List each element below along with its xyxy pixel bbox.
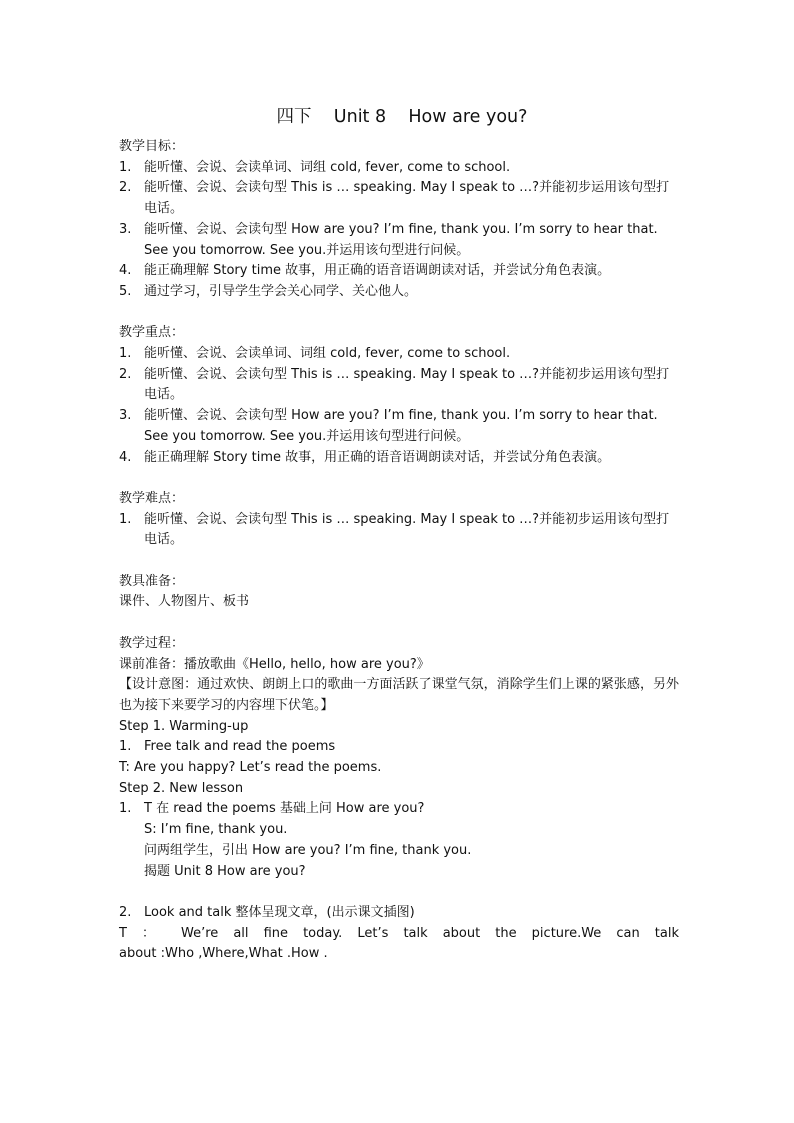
process-heading: 教学过程： — [119, 635, 185, 651]
lesson-plan — [119, 105, 679, 965]
list-item: 2. Look and talk 整体呈现文章，(出示课文插图) — [119, 904, 415, 920]
objectives-list — [119, 158, 679, 303]
step1-list — [119, 737, 679, 758]
list-item: 1. T 在 read the poems 基础上问 How are you? S: I’m fine, thank you. 问两组学生，引出 How are you? I’m fine, thank you. 揭题 Unit 8 How are you? — [119, 799, 679, 882]
pre-class-text: 课前准备：播放歌曲《Hello, hello, how are you?》 — [119, 656, 430, 672]
design-intent: 【设计意图：通过欢快、朗朗上口的歌曲一方面活跃了课堂气氛，消除学生们上课的紧张感，另外也为接下来要学习的内容埋下伏笔。】 — [119, 677, 679, 713]
list-item: 1. 能听懂、会说、会读句型 This is … speaking. May I speak to …?并能初步运用该句型打电话。 — [119, 511, 670, 548]
objectives-heading: 教学目标： — [119, 139, 185, 154]
title-unit: Unit 8 — [333, 107, 387, 127]
step2-title: Step 2. New lesson — [119, 780, 244, 796]
materials-text: 课件、人物图片、板书 — [119, 594, 250, 610]
step1-dialog: T: Are you happy? Let’s read the poems. — [119, 760, 382, 776]
step1-title: Step 1. Warming-up — [119, 718, 249, 734]
step2-item1-line: 问两组学生，引出 How are you? I’m fine, thank you. — [144, 842, 472, 858]
title-topic: How are you? — [408, 107, 528, 127]
step2-item1-line: 揭题 Unit 8 How are you? — [144, 863, 306, 879]
list-item: 1. Free talk and read the poems — [119, 739, 336, 755]
title-grade: 四下 — [276, 107, 312, 127]
list-item: 2. 能听懂、会说、会读句型 This is … speaking. May I speak to …?并能初步运用该句型打电话。 — [119, 366, 670, 403]
list-item: 5. 通过学习，引导学生学会关心同学、关心他人。 — [119, 283, 418, 299]
key-points-list — [119, 344, 679, 468]
step2-item1-line: S: I’m fine, thank you. — [144, 822, 288, 838]
difficulties-list — [119, 510, 679, 551]
materials-heading: 教具准备： — [119, 573, 185, 589]
list-item: 3. 能听懂、会说、会读句型 How are you? I’m fine, thank you. I’m sorry to hear that. See you tomorrow. See you.并运用该句型进行问候。 — [119, 408, 658, 444]
list-item: 4. 能正确理解 Story time 故事，用正确的语音语调朗读对话，并尝试分角色表演。 — [119, 263, 611, 279]
step2-dialog-line: about :Who ,Where,What .How . — [119, 946, 328, 962]
page-title — [119, 105, 679, 129]
step2-dialog-line: T ： We’re all fine today. Let’s talk about the picture.We can talk — [119, 925, 679, 941]
list-item: 4. 能正确理解 Story time 故事，用正确的语音语调朗读对话，并尝试分角色表演。 — [119, 449, 611, 465]
list-item: 3. 能听懂、会说、会读句型 How are you? I’m fine, thank you. I’m sorry to hear that. See you tomorrow. See you.并运用该句型进行问候。 — [119, 221, 658, 258]
step2-list — [119, 799, 679, 882]
difficulties-heading: 教学难点： — [119, 490, 185, 506]
key-points-heading: 教学重点： — [119, 325, 185, 341]
list-item: 1. 能听懂、会说、会读单词、词组 cold, fever, come to school. — [119, 159, 511, 175]
step2-list-continued — [119, 903, 679, 924]
list-item: 1. 能听懂、会说、会读单词、词组 cold, fever, come to school. — [119, 346, 511, 362]
list-item: 2. 能听懂、会说、会读句型 This is … speaking. May I speak to …?并能初步运用该句型打电话。 — [119, 180, 670, 217]
